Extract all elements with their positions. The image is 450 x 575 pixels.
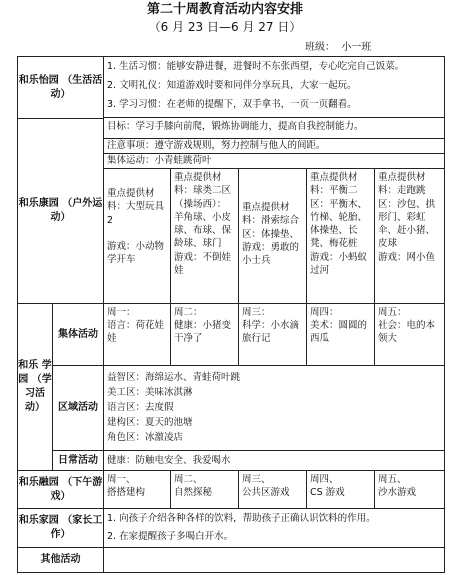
- area-activity-item: 美工区：美味冰淇淋: [107, 387, 193, 398]
- daily-activity: 健康：防触电安全、我爱喝水: [107, 455, 231, 466]
- outdoor-material-fri: 重点提供材料：走跑跳区：沙包、拱形门、彩虹伞、赶小猪、皮球 游戏：网小鱼: [378, 172, 436, 263]
- outdoor-label-line2: （户外运动）: [50, 198, 103, 223]
- family-section-label: [18, 509, 103, 547]
- group-activity-wed: 周三： 科学：小水滴旅行记: [242, 307, 300, 344]
- area-activity-item: 益智区：海绵运水、青蛙荷叶跳: [107, 372, 241, 383]
- study-label-line: 习活: [25, 388, 45, 399]
- outdoor-section-label: [18, 119, 103, 303]
- study-label-line: 学园: [18, 360, 52, 385]
- life-label-line1: 和乐怡园: [18, 74, 59, 86]
- row-divider: [52, 450, 445, 451]
- game-wed: 周三、 公共区游戏: [242, 474, 290, 498]
- area-activity-item: 建构区：夏天的池塘: [107, 417, 193, 428]
- outdoor-material-thu: 重点提供材料：平衡二区：平衡木、竹梯、轮胎、体操垫、长凳、梅花桩 游戏：小蚂蚁过河: [310, 172, 368, 277]
- row-divider: [52, 365, 445, 366]
- date-range: （6 月 23 日—6 月 27 日）: [148, 20, 302, 34]
- group-activity-mon: 周一： 语言：荷花娃娃: [107, 307, 165, 344]
- family-item: 1. 向孩子介绍各种各样的饮料，帮助孩子正确认识饮料的作用。: [107, 513, 376, 524]
- life-label-line2: （生活活动）: [50, 74, 103, 100]
- games-label-line2: （下午游戏）: [50, 476, 103, 502]
- study-label-line: 和乐: [18, 360, 39, 371]
- game-mon: 周一、 搭搭建构: [107, 474, 146, 498]
- outdoor-note: 注意事项：遵守游戏规则，努力控制与他人的间距。: [107, 140, 326, 151]
- group-activity-label: 集体活动: [58, 328, 98, 340]
- daily-activity-label: 日常活动: [58, 454, 98, 466]
- row-divider: [103, 117, 445, 118]
- life-item: 2. 文明礼仪：知道游戏时要和同伴分享玩具，大家一起玩。: [107, 80, 357, 91]
- other-section-label: 其他活动: [40, 554, 81, 565]
- games-label-line1: 和乐融园: [18, 476, 59, 488]
- group-activity-tue: 周二： 健康：小猪变干净了: [174, 307, 232, 344]
- outdoor-material-wed: 重点提供材料：滑索综合区：体操垫、游戏：勇敢的小士兵: [242, 202, 300, 267]
- life-item: 3. 学习习惯：在老师的提醒下，双手拿书，一页一页翻看。: [107, 99, 357, 110]
- area-activity-item: 角色区：冰激凌店: [107, 432, 184, 443]
- class-label: 班级： 小一班: [305, 42, 372, 53]
- family-label-line2: （家长工作）: [50, 515, 103, 540]
- family-item: 2. 在家提醒孩子多喝白开水。: [107, 531, 234, 542]
- table-border-right: [444, 56, 445, 573]
- area-activity-item: 语言区：去度假: [107, 402, 174, 413]
- outdoor-label-line1: 和乐康园: [18, 198, 59, 209]
- group-activity-thu: 周四： 美术：圆圆的西瓜: [310, 307, 368, 344]
- study-section-label: [18, 304, 52, 470]
- game-thu: 周四、 CS 游戏: [310, 474, 345, 498]
- group-activity-fri: 周五： 社会：电的本领大: [378, 307, 436, 344]
- outdoor-material-mon: 重点提供材料：大型玩具2 游戏：小动物学开车: [107, 188, 165, 266]
- table-border-bottom: [17, 572, 445, 573]
- life-item: 1. 生活习惯：能够安静进餐，进餐时不东张西望，专心吃完自己饭菜。: [107, 61, 405, 72]
- outdoor-group-game: 集体运动：小青蛙跳荷叶: [107, 155, 212, 166]
- game-tue: 周二、 自然探秘: [174, 474, 213, 498]
- family-label-line1: 和乐家园: [18, 515, 59, 526]
- area-activity-label: 区域活动: [58, 402, 98, 413]
- page-title: 第二十周教育活动内容安排: [146, 2, 303, 17]
- life-section-label: [18, 57, 103, 118]
- outdoor-material-tue: 重点提供材料：球类二区（操场西）：羊角球、小皮球、布球、保龄球、球门 游戏：不倒娃娃: [174, 172, 232, 277]
- game-fri: 周五、 沙水游戏: [378, 474, 417, 498]
- study-label-line: （学: [31, 374, 52, 385]
- games-section-label: [18, 471, 103, 508]
- study-label-line: 动）: [25, 402, 45, 413]
- outdoor-goal: 目标：学习手膝向前爬，锻炼协调能力，提高自我控制能力。: [107, 121, 364, 132]
